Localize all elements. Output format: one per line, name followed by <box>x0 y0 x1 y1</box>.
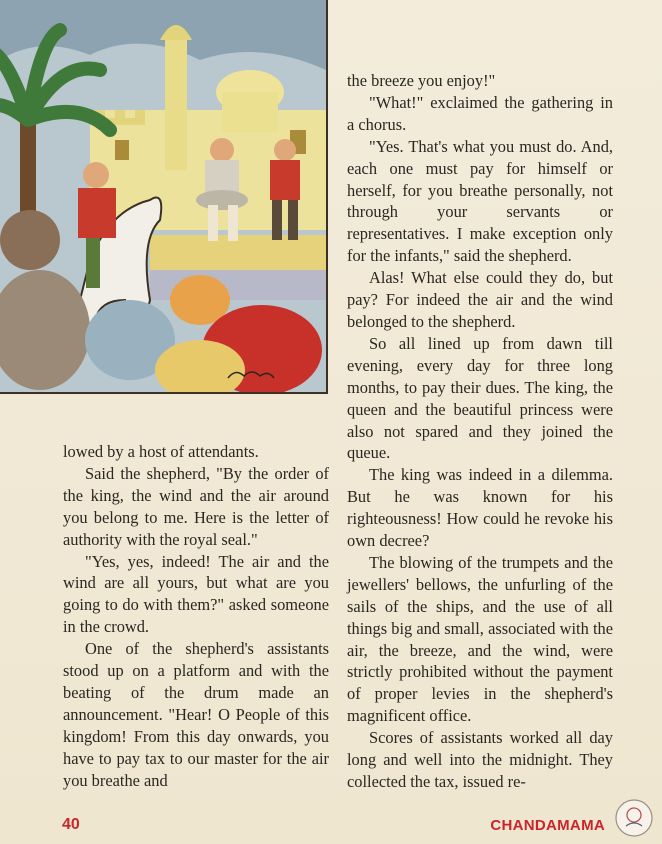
watermark-stamp-icon <box>614 798 654 838</box>
paragraph: Said the shepherd, "By the order of the king, the wind and the air around you belong to me. Here is the letter of authority with the royal seal." <box>63 463 329 549</box>
paragraph: One of the shepherd's assistants stood up on a platform and with the beating of the drum made an announcement. "Hear! O People of this kingdom! From this day onwards, you have to pay tax to our master for the air you breathe and <box>63 639 329 790</box>
left-text-column <box>63 441 329 792</box>
paragraph: The blowing of the trumpets and the jewellers' bellows, the unfurling of the sails of the ships, and the use of all things big and small, associated with the air, the breeze, and the wind, were strictly prohibited without the payment of proper levies in the shepherd's magnificent office. <box>347 552 613 726</box>
magazine-name: CHANDAMAMA <box>490 817 605 834</box>
paragraph: "Yes, yes, indeed! The air and the wind are all yours, but what are you going to do with them?" asked someone in the crowd. <box>63 551 329 637</box>
paragraph: Scores of assistants worked all day long and well into the midnight. They collected the tax, issued re- <box>347 728 613 791</box>
right-text-column <box>347 70 613 793</box>
paragraph: So all lined up from dawn till evening, every day for three long months, to pay their dues. The king, the queen and the beautiful princess were also not spared and they joined the queue. <box>347 333 613 463</box>
story-illustration <box>0 0 328 394</box>
paragraph: the breeze you enjoy!" <box>347 71 496 90</box>
paragraph: lowed by a host of attendants. <box>63 442 259 461</box>
paragraph: Alas! What else could they do, but pay? For indeed the air and the wind belonged to the shepherd. <box>347 268 613 331</box>
paragraph: The king was indeed in a dilemma. But he was known for his righteousness! How could he revoke his own decree? <box>347 465 613 551</box>
page-number: 40 <box>62 816 80 833</box>
paragraph: "Yes. That's what you must do. And, each one must pay for himself or herself, for you breathe personally, not through your servants or representatives. I make exception only for the infants," said the shepherd. <box>347 136 613 266</box>
paragraph: "What!" exclaimed the gathering in a chorus. <box>347 92 613 134</box>
